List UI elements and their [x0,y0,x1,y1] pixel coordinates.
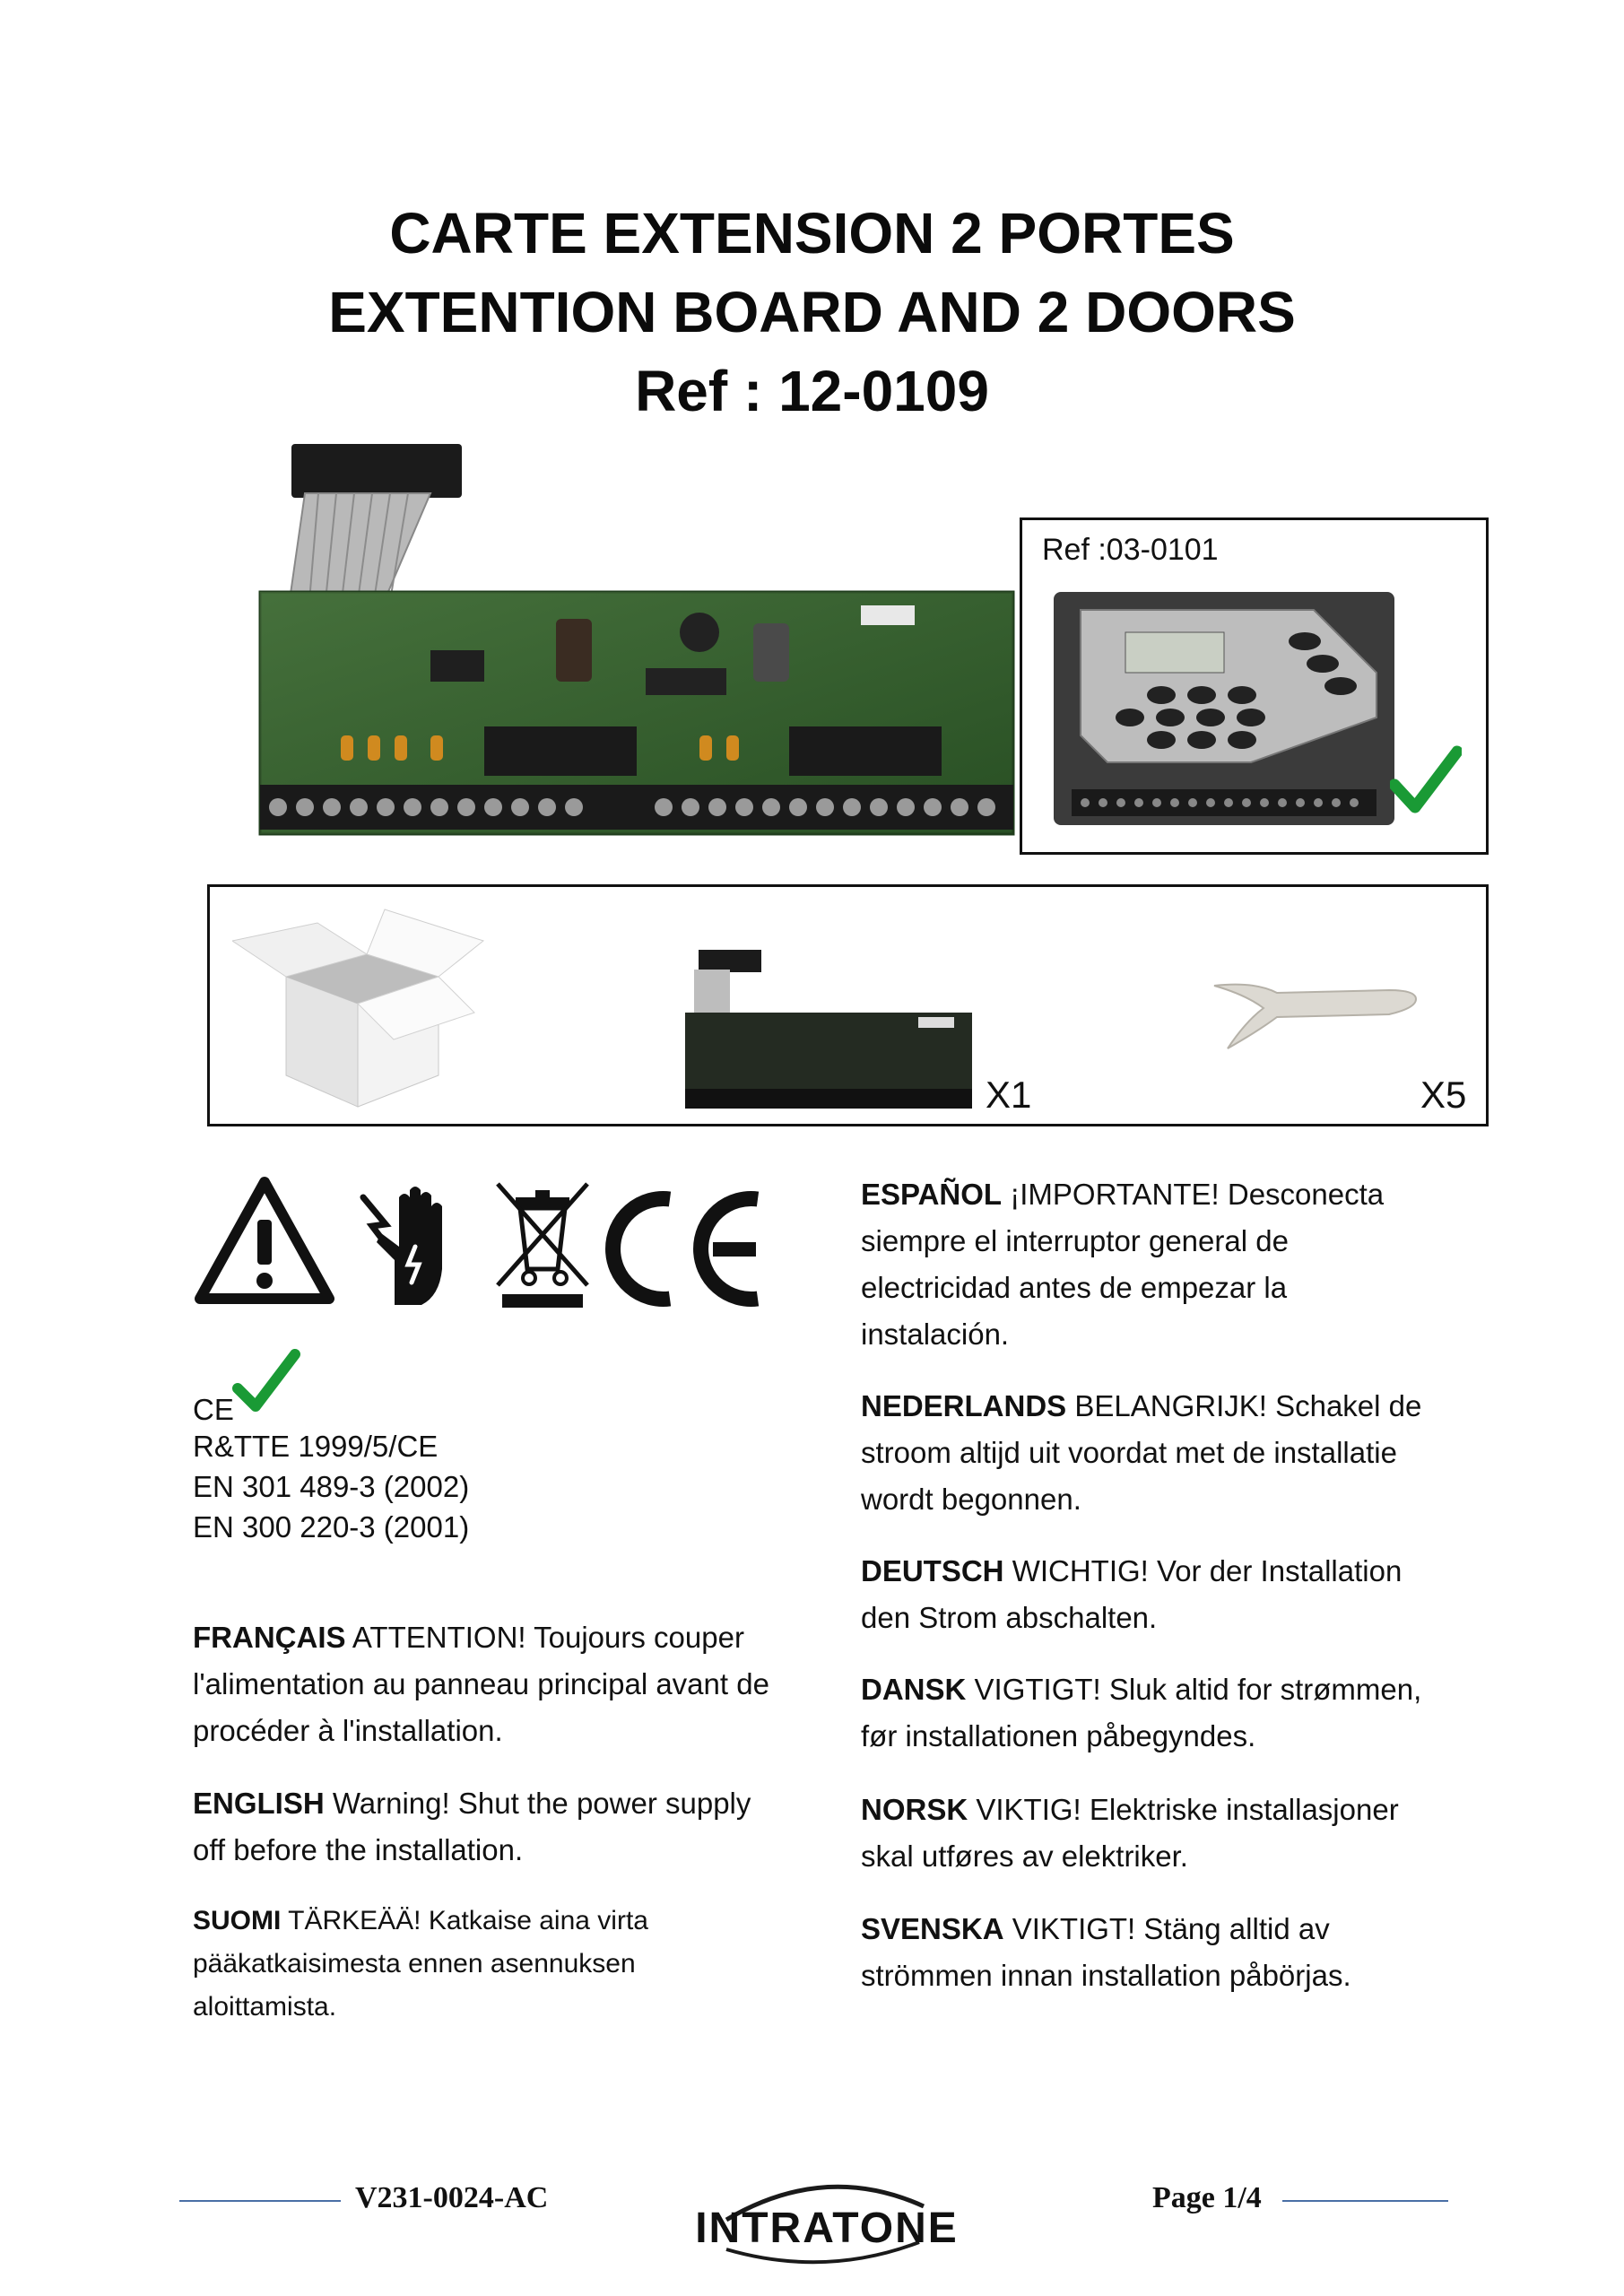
compliance-line: EN 300 220-3 (2001) [193,1510,470,1544]
warning-fi [193,1900,695,2029]
warning-text: ¡IMPORTANTE! Desconecta siempre el interruptor general de electricidad antes de empezar la instalación. [861,1178,1385,1351]
footer-rule-right [1282,2200,1448,2202]
footer-rule-left [179,2200,341,2202]
warning-lang: NEDERLANDS [861,1389,1067,1422]
weee-bin-icon [493,1179,592,1309]
board-quantity: X1 [986,1074,1032,1116]
logo-swoosh-icon [690,2170,964,2269]
warning-lang: ESPAÑOL [861,1178,1003,1211]
warning-lang: SUOMI [193,1906,282,1935]
ce-label: CE [193,1393,234,1426]
ce-mark-icon [605,1188,767,1309]
mounting-clip-icon [1210,959,1425,1057]
doc-reference: V231-0024-AC [355,2181,549,2214]
warning-text: WICHTIG! Vor der Installation den Strom abschalten. [861,1554,1403,1634]
warning-text: VIKTIGT! Stäng alltid av strömmen innan installation påbörjas. [861,1912,1351,1992]
board-thumbnail-image [681,950,977,1116]
warning-lang: NORSK [861,1793,968,1826]
open-box-icon [232,905,492,1111]
page-number: Page 1/4 [1152,2181,1262,2214]
warning-text: VIGTIGT! Sluk altid for strømmen, før installationen påbegyndes. [861,1673,1422,1752]
warning-fr [193,1614,776,1754]
title-line-en: EXTENTION BOARD AND 2 DOORS [328,280,1296,344]
warning-da [861,1666,1435,1760]
keypad-image [1045,574,1403,843]
title-line-fr: CARTE EXTENSION 2 PORTES [389,201,1235,265]
warning-text: Warning! Shut the power supply off before the installation. [193,1787,751,1866]
document-title [0,194,1624,430]
warning-lang: DANSK [861,1673,967,1706]
warning-en [193,1780,776,1874]
warning-text: VIKTIG! Elektriske installasjoner skal utføres av elektriker. [861,1793,1399,1873]
check-icon [230,1345,302,1417]
compliance-line: R&TTE 1999/5/CE [193,1430,439,1463]
compliance-line: EN 301 489-3 (2002) [193,1470,470,1503]
warning-text: BELANGRIJK! Schakel de stroom altijd uit voordat met de installatie wordt begonnen. [861,1389,1422,1516]
electric-hazard-hand-icon [345,1179,466,1309]
warning-text: TÄRKEÄÄ! Katkaise aina virta pääkatkaisimesta ennen asennuksen aloittamista. [193,1906,648,2022]
warning-de [861,1548,1435,1641]
check-icon [1390,744,1462,816]
warning-lang: ENGLISH [193,1787,325,1820]
warning-no [861,1787,1435,1880]
keypad-reference-box [1020,517,1489,855]
warning-lang: SVENSKA [861,1912,1004,1945]
package-contents-box [207,884,1489,1126]
warning-sv [861,1906,1435,1999]
brand-name: INTRATONE [695,2205,959,2252]
keypad-ref-label: Ref :03-0101 [1042,533,1219,567]
clip-quantity: X5 [1420,1074,1467,1116]
warning-nl [861,1383,1435,1523]
warning-text: ATTENTION! Toujours couper l'alimentation au panneau principal avant de procéder à l'installation. [193,1621,769,1747]
title-ref: Ref : 12-0109 [635,359,989,423]
extension-board-image [251,439,1022,852]
warning-lang: DEUTSCH [861,1554,1004,1587]
intratone-logo [690,2170,964,2269]
warning-es [861,1171,1435,1358]
compliance-block [193,1381,469,1547]
warning-lang: FRANÇAIS [193,1621,346,1654]
warning-triangle-icon [193,1175,336,1309]
